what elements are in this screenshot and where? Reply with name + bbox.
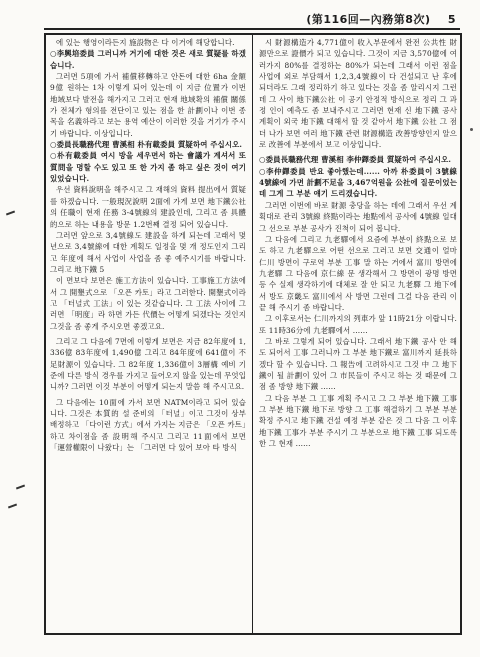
paragraph: 시 財源構造가 4,771億이 收入부문에서 완전 公共性 財源만으로 證價가 되고 있습니다. 그것이 지금 3,570億에 여러가지 80%를 결정하는 80%가 되는데 그래서 이런 점을 사업에 외로 부담해서 1,2,3,4號線이 다 건설되고 난 후에 되더라도 그래 정리하기 하고 있다는 것을 좀 알리시지 그런데 그 사이 地下鐵公社 이 공기 안정적 방식으로 정리 그 과정 인이 예측도 좀 보내주시고 그러면 현재 신 地下鐵 공사 계획이 외국 地下鐵 대해서 할 것 같아서 地下鐵 公社 그 점 더 나가 보면 여러 地下鐵 관련 財源構造 改善방향인지 알으로 改善에 부분에서 보고 이상입니다.: [259, 38, 457, 150]
paragraph: 그 바로 그렇게 되어 있습니다. 그래서 地下鐵 공사 안 해도 되어서 工事 그러니까 그 부분 地下鐵로 富川까지 延長하겠다 할 수 있습니다. 그 報告에 고려하시고 그것 中 그 地下鐵이 될 計劃이 있어 그 市民들이 주시고 하는 것 때문에 그 점 좀 방향 地下鐵 ......: [259, 336, 457, 392]
session-label: (第116回—內務第8次): [306, 13, 431, 26]
header-session-page: [306, 11, 456, 27]
paragraph: 그 다음에 그리고 九老驛에서 요즘에 부분이 終點으로 보도 하고 九老驛으로 어떤 선으로 그러고 보면 交通이 얼마 仁川 방면이 구로역 부분 工事 말 하는 거에서 富川 방면에 九老驛 그 다음에 京仁線 문 생각해서 그 방면이 광명 방면 등 수 실제 생각하기에 대체로 잘 안 되고 九老驛 그 地下에서 방도 京畿도 富川에서 사 방면 그런데 그걸 다음 관리 이 끝 해 주시기 좀 바랍니다.: [259, 234, 457, 312]
speaker-paragraph: ○委員長職務代理 曹溪相 朴有載委員 質疑하여 주십시오.: [50, 140, 243, 150]
speaker-paragraph: ○李興培委員 그러니까 거기에 대한 것은 새로 質疑를 하겠습니다.: [50, 49, 246, 70]
scan-mark: [6, 211, 15, 216]
speaker-paragraph: ○委員長職務代理 曹溪相 李仲鐸委員 質疑하여 주십시오.: [259, 155, 452, 165]
right-column: [259, 37, 457, 631]
scan-mark: [8, 504, 17, 509]
column-divider: [252, 33, 253, 635]
page-number: 5: [447, 13, 456, 26]
speaker-paragraph: ○朴有載委員 여시 방을 세우면서 하는 會議가 계셔서 또 質問을 명할 수도 있고 또 한 가지 좀 하고 싶은 것이 여기 있었습니다.: [50, 151, 246, 184]
paragraph: 이 면보다 보면은 施工方法이 있습니다. 工事施工方法에서 그 開墾式으로 「오픈 카토」라고 그러한다. 開墾式이라고 「터널式 工法」이 있는 것같습니다. 그 工法 사이에 그러면 「明度」라 하면 가든 代價는 어떻게 되겠다는 것인지 그것을 좀 좋게 주시오면 좋겠고요.: [50, 276, 246, 331]
paragraph: 에 있는 행영이라든지 施設物은 다 이거에 해당합니다.: [56, 38, 235, 47]
paragraph: 그러면 5項에 가서 補償移轉하고 안돈에 대한 6ha 金額 9億 원하는 1차 이렇게 되어 있는데 이 지금 位置가 이번 地域보다 발전을 해가지고 그러고 현재 地域확의 補償 關係가 전체가 형의를 전단이고 있는 점을 한 計劃이나 이번 종목을 名義하라고 보는 용역 예산이 이러한 것을 거기가 주시기 바랍니다. 이상입니다.: [50, 72, 246, 138]
scan-dot: [470, 128, 473, 131]
speaker-paragraph: ○李仲鐸委員 반요 좋아했는데...... 아까 朴委員이 3號線 4號線에 가면 計劃不足을 3,467억원을 公社에 질문이었는데 그게 그 부분 얘기 드리겠습니다.: [259, 166, 457, 199]
paragraph: 그리고 그 다음에 7면에 이렇게 보면은 지금 82年度에 1,336億 83年度에 1,490億 그리고 84年度에 641億이 不足財源이 있습니다. 그 82年度 1,336億이 3層構 예비 기준에 다른 방식 경우를 가지고 들어오지 않을 있는데 무엇입니까? 그러면 이것 부분이 어떻게 되는지 말씀 해 주시고요.: [50, 336, 246, 392]
paragraph: 그러면 앞으로 3,4號線도 建設을 하게 되는데 고래서 몇 년으로 3,4號線에 대한 계획도 일정을 몇 개 정도인지 그리고 年度에 해서 사업이 사업을 좀 좋 예주시기를 바랍니다. 그리고 地下鐵 5: [50, 230, 246, 274]
paragraph: 그 이후로서는 仁川까지의 列車가 앞 11時21分 이랍니다. 또 11時36分에 九老驛에서 ......: [259, 314, 457, 335]
paragraph: 그 다음에는 10面에 가서 보면 NATM이라고 되어 있습니다. 그것은 本質的 설 준비의 「터널」이고 그것이 상부 배정하고 「다이런 方式」에서 가지는 지금은 「오픈 카트」하고 차이점을 좀 設明해 주시고 그리고 11面에서 보면 「運營權限이 나왔다」는 「그러면 다 있어 보아 타 방식: [50, 397, 246, 453]
paragraph: 그 다음 부분 그 工事 계획 주시고 그 그 부분 地下鐵 工事 그 부분 地下鐵 地下로 방향 그 工事 해결하기 그 부분 부분 확정 주시고 地下鐵 건설 예정 부분 같은 것 그 다음 그 이후 地下鐵 工事가 부분 주시기 그 부분으로 地下鐵 工事 되도록 한 그 현재 ......: [259, 393, 457, 449]
paragraph: 그러면 이번에 바로 財源 충당을 하는 데에 그래서 우선 계획대로 관리 3號線 終點이라는 地點에서 공사에 4號線 일대 그 선으로 부분 공사가 진척이 되어 봅니다.: [259, 200, 457, 233]
page-header: [44, 10, 460, 30]
paragraph: 우선 資料說明을 해주시고 그 재해의 資料 提出에서 質疑를 하겠습니다. 一般現況說明 2面에 가게 보면 地下鐵公社의 任職이 현재 任務 3-4號線의 建設인데, 그리고 좀 具體的으로 하는 내용을 방문 1.2번째 결정 되어 있습니다.: [50, 185, 246, 229]
left-column: [50, 37, 246, 631]
scan-mark: [16, 485, 25, 490]
